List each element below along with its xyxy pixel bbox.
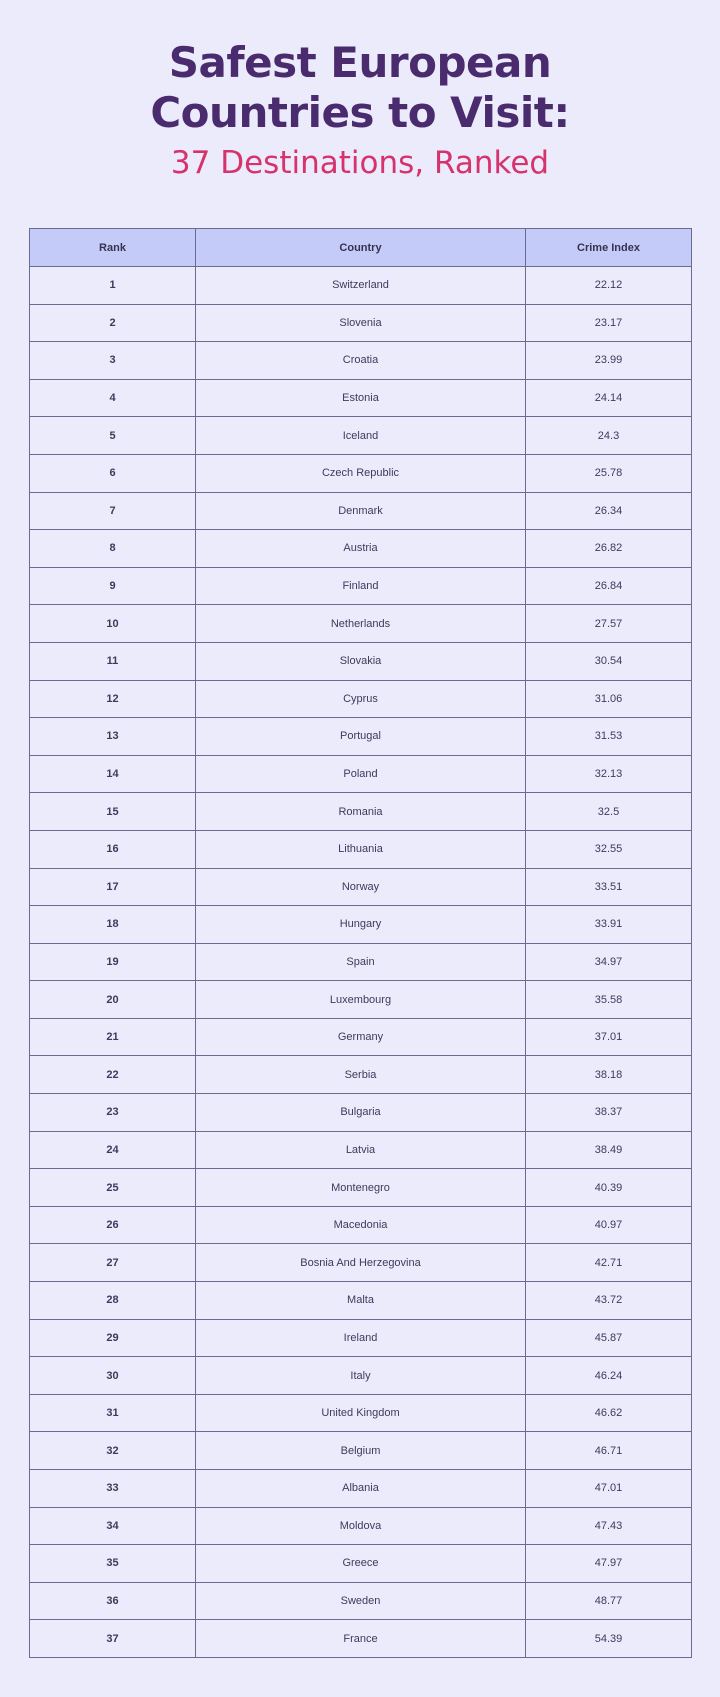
country-cell: Czech Republic	[196, 454, 526, 492]
table-row	[30, 304, 692, 342]
table-row	[30, 868, 692, 906]
country-cell: Belgium	[196, 1432, 526, 1470]
crime-index-cell: 46.24	[526, 1357, 692, 1395]
table-row	[30, 718, 692, 756]
table-row	[30, 530, 692, 568]
country-cell: Greece	[196, 1545, 526, 1583]
rank-cell: 31	[30, 1394, 196, 1432]
rank-cell: 34	[30, 1507, 196, 1545]
rank-cell: 4	[30, 379, 196, 417]
country-cell: Croatia	[196, 342, 526, 380]
country-cell: Lithuania	[196, 830, 526, 868]
rank-cell: 16	[30, 830, 196, 868]
crime-index-cell: 43.72	[526, 1282, 692, 1320]
rank-cell: 25	[30, 1169, 196, 1207]
rank-cell: 24	[30, 1131, 196, 1169]
infographic-header	[0, 38, 720, 183]
ranking-table	[29, 228, 692, 1658]
crime-index-cell: 33.91	[526, 906, 692, 944]
crime-index-cell: 33.51	[526, 868, 692, 906]
table-row	[30, 1169, 692, 1207]
table-row	[30, 342, 692, 380]
table-row	[30, 642, 692, 680]
country-cell: Sweden	[196, 1582, 526, 1620]
country-cell: Bulgaria	[196, 1094, 526, 1132]
rank-cell: 37	[30, 1620, 196, 1658]
crime-index-cell: 34.97	[526, 943, 692, 981]
country-cell: Portugal	[196, 718, 526, 756]
table-row	[30, 1545, 692, 1583]
table-row	[30, 1244, 692, 1282]
country-cell: Germany	[196, 1018, 526, 1056]
table-row	[30, 605, 692, 643]
rank-cell: 12	[30, 680, 196, 718]
country-cell: Luxembourg	[196, 981, 526, 1019]
crime-index-cell: 54.39	[526, 1620, 692, 1658]
rank-cell: 11	[30, 642, 196, 680]
crime-index-cell: 23.17	[526, 304, 692, 342]
country-cell: Estonia	[196, 379, 526, 417]
table-row	[30, 1094, 692, 1132]
country-cell: Slovenia	[196, 304, 526, 342]
rank-cell: 30	[30, 1357, 196, 1395]
country-cell: Switzerland	[196, 267, 526, 305]
crime-index-cell: 42.71	[526, 1244, 692, 1282]
crime-index-cell: 24.3	[526, 417, 692, 455]
table-row	[30, 1620, 692, 1658]
country-cell: Italy	[196, 1357, 526, 1395]
rank-cell: 6	[30, 454, 196, 492]
country-cell: Macedonia	[196, 1206, 526, 1244]
crime-index-cell: 30.54	[526, 642, 692, 680]
crime-index-cell: 22.12	[526, 267, 692, 305]
rank-cell: 7	[30, 492, 196, 530]
crime-index-cell: 35.58	[526, 981, 692, 1019]
rank-cell: 29	[30, 1319, 196, 1357]
table-body	[30, 267, 692, 1658]
rank-cell: 23	[30, 1094, 196, 1132]
table-row	[30, 379, 692, 417]
column-header-country: Country	[196, 229, 526, 267]
table-row	[30, 1357, 692, 1395]
crime-index-cell: 31.53	[526, 718, 692, 756]
country-cell: Ireland	[196, 1319, 526, 1357]
country-cell: Iceland	[196, 417, 526, 455]
crime-index-cell: 45.87	[526, 1319, 692, 1357]
rank-cell: 13	[30, 718, 196, 756]
crime-index-cell: 37.01	[526, 1018, 692, 1056]
page-title-line-2: Countries to Visit:	[150, 88, 570, 137]
rank-cell: 3	[30, 342, 196, 380]
crime-index-cell: 40.39	[526, 1169, 692, 1207]
table-row	[30, 1282, 692, 1320]
table-row	[30, 1206, 692, 1244]
table-row	[30, 1394, 692, 1432]
rank-cell: 8	[30, 530, 196, 568]
table-row	[30, 1507, 692, 1545]
table-row	[30, 1056, 692, 1094]
rank-cell: 36	[30, 1582, 196, 1620]
rank-cell: 28	[30, 1282, 196, 1320]
rank-cell: 19	[30, 943, 196, 981]
crime-index-cell: 31.06	[526, 680, 692, 718]
crime-index-cell: 48.77	[526, 1582, 692, 1620]
country-cell: Netherlands	[196, 605, 526, 643]
country-cell: Slovakia	[196, 642, 526, 680]
crime-index-cell: 32.55	[526, 830, 692, 868]
crime-index-cell: 38.18	[526, 1056, 692, 1094]
crime-index-cell: 32.13	[526, 755, 692, 793]
country-cell: Bosnia And Herzegovina	[196, 1244, 526, 1282]
crime-index-cell: 40.97	[526, 1206, 692, 1244]
rank-cell: 15	[30, 793, 196, 831]
table-row	[30, 981, 692, 1019]
crime-index-cell: 26.82	[526, 530, 692, 568]
table-row	[30, 906, 692, 944]
crime-index-cell: 46.71	[526, 1432, 692, 1470]
country-cell: Spain	[196, 943, 526, 981]
crime-index-cell: 47.43	[526, 1507, 692, 1545]
country-cell: Montenegro	[196, 1169, 526, 1207]
rank-cell: 26	[30, 1206, 196, 1244]
table-row	[30, 680, 692, 718]
country-cell: Cyprus	[196, 680, 526, 718]
page-title-line-1: Safest European	[168, 38, 552, 87]
page-subtitle: 37 Destinations, Ranked	[170, 145, 550, 181]
column-header-rank: Rank	[30, 229, 196, 267]
crime-index-cell: 24.14	[526, 379, 692, 417]
table-row	[30, 1319, 692, 1357]
country-cell: Denmark	[196, 492, 526, 530]
rank-cell: 14	[30, 755, 196, 793]
country-cell: Moldova	[196, 1507, 526, 1545]
table-row	[30, 1432, 692, 1470]
table-row	[30, 1018, 692, 1056]
country-cell: Norway	[196, 868, 526, 906]
ranking-table-container	[29, 228, 691, 1658]
table-row	[30, 943, 692, 981]
country-cell: Poland	[196, 755, 526, 793]
crime-index-cell: 38.37	[526, 1094, 692, 1132]
table-row	[30, 454, 692, 492]
country-cell: Latvia	[196, 1131, 526, 1169]
crime-index-cell: 32.5	[526, 793, 692, 831]
rank-cell: 2	[30, 304, 196, 342]
rank-cell: 18	[30, 906, 196, 944]
table-row	[30, 1470, 692, 1508]
rank-cell: 21	[30, 1018, 196, 1056]
crime-index-cell: 47.01	[526, 1470, 692, 1508]
table-row	[30, 830, 692, 868]
rank-cell: 35	[30, 1545, 196, 1583]
table-row	[30, 567, 692, 605]
table-row	[30, 755, 692, 793]
rank-cell: 33	[30, 1470, 196, 1508]
rank-cell: 20	[30, 981, 196, 1019]
country-cell: Hungary	[196, 906, 526, 944]
crime-index-cell: 27.57	[526, 605, 692, 643]
rank-cell: 22	[30, 1056, 196, 1094]
crime-index-cell: 26.84	[526, 567, 692, 605]
country-cell: Albania	[196, 1470, 526, 1508]
crime-index-cell: 23.99	[526, 342, 692, 380]
country-cell: Malta	[196, 1282, 526, 1320]
country-cell: Austria	[196, 530, 526, 568]
crime-index-cell: 46.62	[526, 1394, 692, 1432]
country-cell: United Kingdom	[196, 1394, 526, 1432]
country-cell: Serbia	[196, 1056, 526, 1094]
crime-index-cell: 25.78	[526, 454, 692, 492]
table-row	[30, 492, 692, 530]
table-row	[30, 417, 692, 455]
rank-cell: 9	[30, 567, 196, 605]
table-row	[30, 1582, 692, 1620]
crime-index-cell: 38.49	[526, 1131, 692, 1169]
rank-cell: 27	[30, 1244, 196, 1282]
crime-index-cell: 47.97	[526, 1545, 692, 1583]
table-row	[30, 1131, 692, 1169]
rank-cell: 17	[30, 868, 196, 906]
rank-cell: 32	[30, 1432, 196, 1470]
rank-cell: 1	[30, 267, 196, 305]
column-header-crime-index: Crime Index	[526, 229, 692, 267]
country-cell: Romania	[196, 793, 526, 831]
table-header-row	[30, 229, 692, 267]
country-cell: Finland	[196, 567, 526, 605]
country-cell: France	[196, 1620, 526, 1658]
table-row	[30, 267, 692, 305]
crime-index-cell: 26.34	[526, 492, 692, 530]
table-row	[30, 793, 692, 831]
rank-cell: 10	[30, 605, 196, 643]
rank-cell: 5	[30, 417, 196, 455]
